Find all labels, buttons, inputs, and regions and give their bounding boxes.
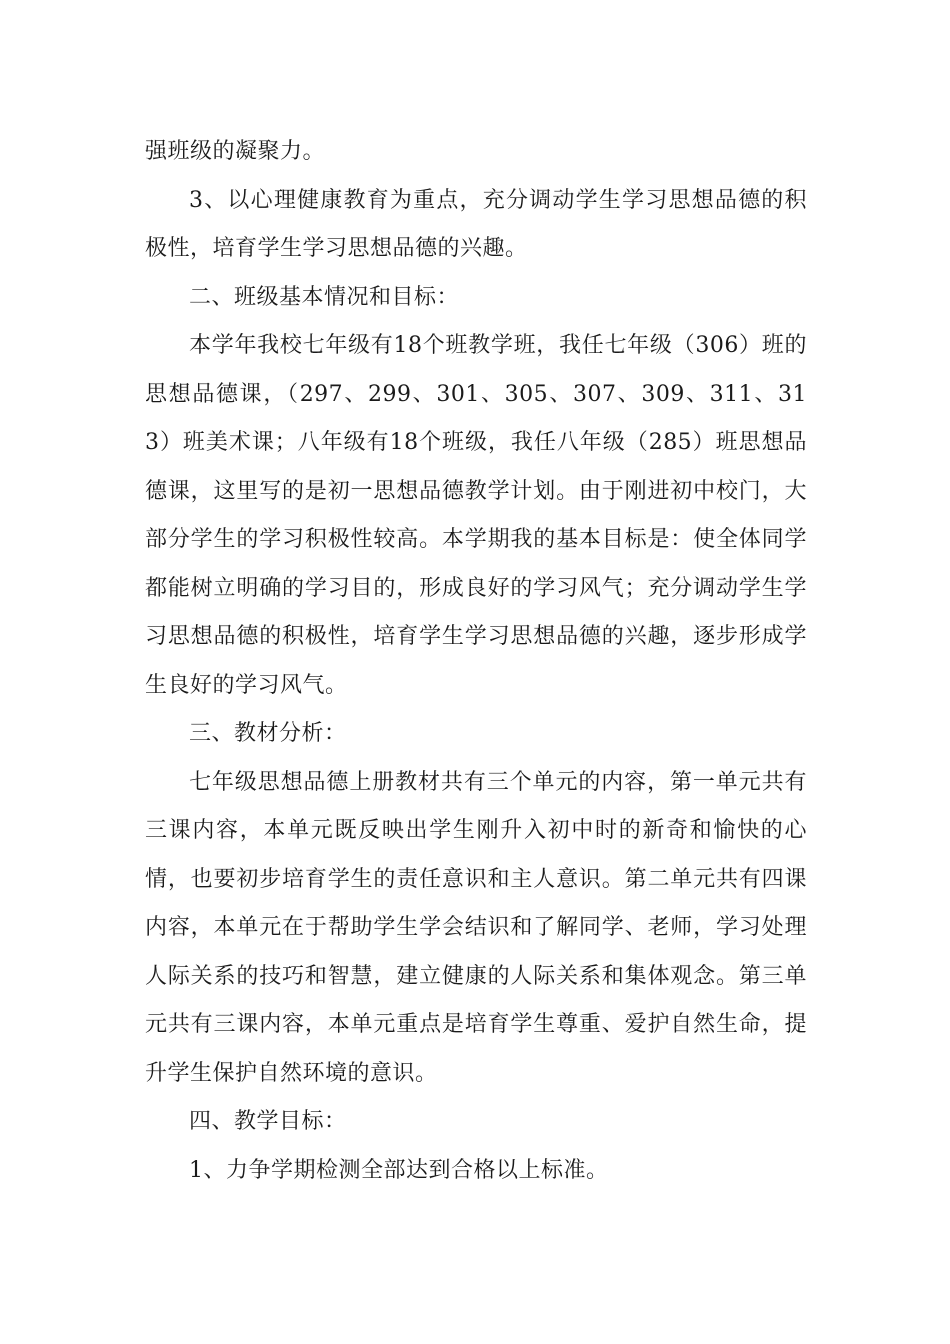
section-heading-3: 三、教材分析： bbox=[189, 721, 347, 746]
paragraph-goal-1: 1、力争学期检测全部达到合格以上标准。 bbox=[189, 1157, 609, 1183]
document-body bbox=[145, 128, 807, 1195]
paragraph-textbook-analysis: 七年级思想品德上册教材共有三个单元的内容，第一单元共有三课内容，本单元既反映出学生刚升入初中时的新奇和愉快的心情，也要初步培育学生的责任意识和主人意识。第二单元共有四课内容，本单元在于帮助学生学会结识和了解同学、老师，学习处理人际关系的技巧和智慧，建立健康的人际关系和集体观念。第三单元共有三课内容，本单元重点是培育学生尊重、爱护自然生命，提升学生保护自然环境的意识。 bbox=[145, 769, 807, 1086]
section-heading-4: 四、教学目标： bbox=[189, 1109, 347, 1134]
section-heading-2: 二、班级基本情况和目标： bbox=[189, 284, 460, 310]
paragraph-point-3: 3、以心理健康教育为重点，充分调动学生学习思想品德的积极性，培育学生学习思想品德的兴趣。 bbox=[145, 187, 807, 261]
paragraph-class-situation: 本学年我校七年级有18个班教学班，我任七年级（306）班的思想品德课，（297、299、301、305、307、309、311、313）班美术课；八年级有18个班级，我任八年级（285）班思想品德课，这里写的是初一思想品德教学计划。由于刚进初中校门，大部分学生的学习积极性较高。本学期我的基本目标是：使全体同学都能树立明确的学习目的，形成良好的学习风气；充分调动学生学习思想品德的积极性，培育学生学习思想品德的兴趣，逐步形成学生良好的学习风气。 bbox=[145, 333, 807, 698]
paragraph-continuation: 强班级的凝聚力。 bbox=[145, 139, 326, 164]
